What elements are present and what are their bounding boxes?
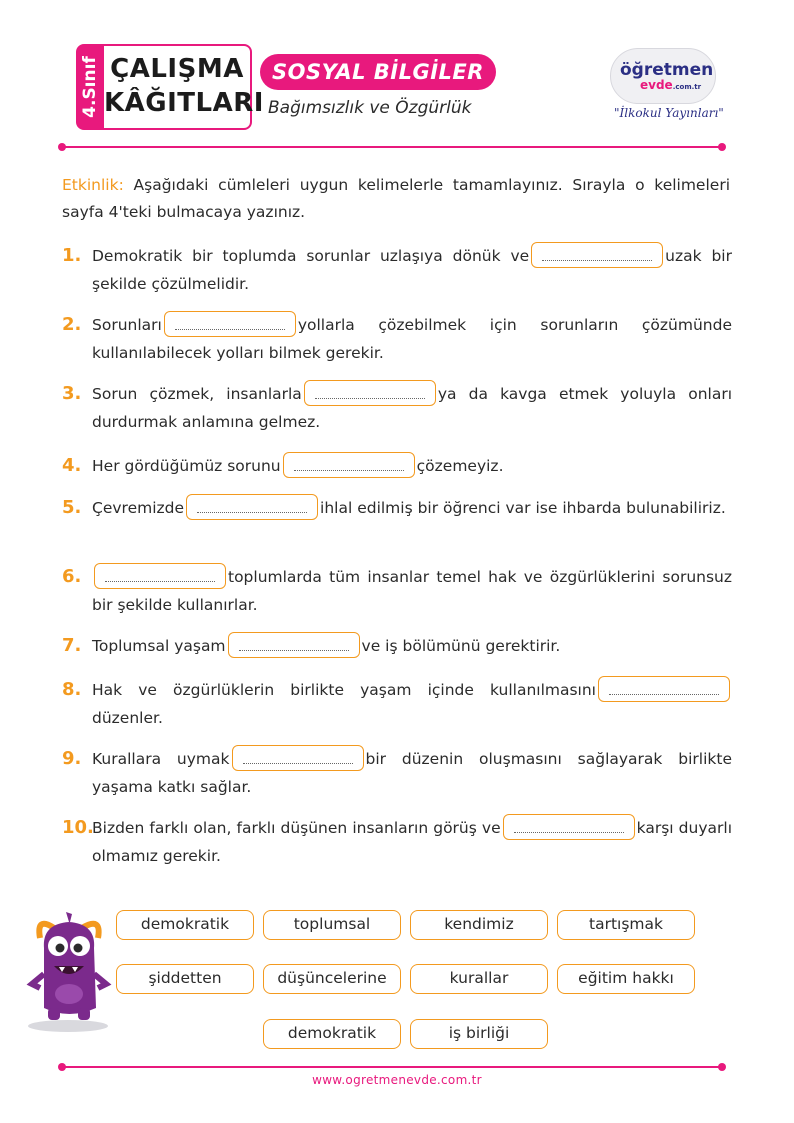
logo-brand-text: öğretmen (620, 60, 714, 80)
question-item (62, 380, 732, 436)
question-text-before: Kurallara uymak (92, 750, 230, 768)
worksheet-title-box (102, 44, 264, 130)
word-bank-item: kendimiz (410, 910, 548, 940)
worksheet-title-line1: ÇALIŞMA (110, 54, 244, 84)
topic-subtitle: Bağımsızlık ve Özgürlük (268, 98, 472, 118)
question-text (92, 380, 732, 436)
publisher-logo[interactable] (600, 44, 726, 130)
page-header (0, 0, 794, 150)
subject-badge: SOSYAL BİLGİLER (260, 54, 496, 90)
question-text-after: ihlal edilmiş bir öğrenci var ise ihbarda bulunabiliriz. (320, 499, 726, 517)
activity-instruction (62, 172, 730, 226)
word-bank-item: toplumsal (263, 910, 401, 940)
question-text-after: düzenler. (92, 709, 163, 727)
question-text (92, 563, 732, 619)
question-number: 1. (62, 245, 82, 266)
question-item (62, 632, 732, 660)
question-text-after: ve iş bölümünü gerektirir. (361, 637, 561, 655)
word-bank-item: tartışmak (557, 910, 695, 940)
question-text (92, 242, 732, 298)
word-bank-item: kurallar (410, 964, 548, 994)
question-item (62, 563, 732, 619)
question-text-before: Sorun çözmek, insanlarla (92, 385, 302, 403)
word-bank-item: iş birliği (410, 1019, 548, 1049)
question-number: 5. (62, 497, 82, 518)
question-text-after: karşı duyarlı olmamız gerekir. (92, 819, 733, 865)
answer-blank[interactable] (186, 494, 318, 520)
question-item (62, 676, 732, 732)
question-text-before: Her gördüğümüz sorunu (92, 457, 281, 475)
question-text (92, 632, 732, 660)
grade-tab (76, 44, 104, 130)
logo-brand-text-2: evde.com.tr (640, 78, 702, 92)
answer-blank[interactable] (228, 632, 360, 658)
answer-blank[interactable] (232, 745, 364, 771)
question-text (92, 494, 732, 522)
footer-divider (62, 1066, 722, 1068)
worksheet-title-line2: KÂĞITLARI (104, 88, 264, 118)
question-text-before: Toplumsal yaşam (92, 637, 226, 655)
answer-blank[interactable] (503, 814, 635, 840)
question-text (92, 676, 732, 732)
word-bank-item: demokratik (263, 1019, 401, 1049)
question-number: 10. (62, 817, 94, 838)
question-item (62, 452, 732, 480)
question-number: 2. (62, 314, 82, 335)
question-text (92, 452, 732, 480)
question-text-after: uzak bir şekilde çözülmelidir. (92, 247, 732, 293)
instruction-text: Aşağıdaki cümleleri uygun kelimelerle tamamlayınız. Sırayla o kelimeleri sayfa 4'teki bulmacaya yazınız. (62, 176, 730, 221)
question-text (92, 814, 732, 870)
question-item (62, 814, 732, 870)
question-item (62, 494, 732, 522)
word-bank-item: demokratik (116, 910, 254, 940)
monster-mascot-illustration (26, 908, 116, 1034)
question-text (92, 745, 732, 801)
word-bank-item: şiddetten (116, 964, 254, 994)
question-number: 7. (62, 635, 82, 656)
word-bank-item: düşüncelerine (263, 964, 401, 994)
question-text (92, 311, 732, 367)
question-item (62, 745, 732, 801)
logo-tagline: "İlkokul Yayınları" (614, 106, 724, 120)
question-item (62, 311, 732, 367)
question-text-after: ya da kavga etmek yoluyla onları durdurmak anlamına gelmez. (92, 385, 732, 431)
word-bank-item: eğitim hakkı (557, 964, 695, 994)
answer-blank[interactable] (164, 311, 296, 337)
answer-blank[interactable] (598, 676, 730, 702)
question-text-before: Çevremizde (92, 499, 185, 517)
question-number: 9. (62, 748, 82, 769)
question-text-before: Sorunları (92, 316, 162, 334)
question-text-after: toplumlarda tüm insanlar temel hak ve özgürlüklerini sorunsuz bir şekilde kullanırlar. (92, 568, 732, 614)
header-divider (62, 146, 722, 148)
question-item (62, 242, 732, 298)
question-text-after: yollarla çözebilmek için sorunların çözümünde kullanılabilecek yolları bilmek gerekir. (92, 316, 732, 362)
question-number: 8. (62, 679, 82, 700)
answer-blank[interactable] (531, 242, 663, 268)
question-number: 6. (62, 566, 82, 587)
question-text-after: çözemeyiz. (416, 457, 504, 475)
answer-blank[interactable] (94, 563, 226, 589)
question-text-before: Hak ve özgürlüklerin birlikte yaşam içinde kullanılmasını (92, 681, 596, 699)
grade-label: 4.Sınıf (80, 56, 100, 118)
question-text-before: Demokratik bir toplumda sorunlar uzlaşıya dönük ve (92, 247, 530, 265)
footer-url[interactable]: www.ogretmenevde.com.tr (312, 1073, 482, 1087)
activity-label: Etkinlik: (62, 176, 124, 194)
answer-blank[interactable] (304, 380, 436, 406)
question-text-after: bir düzenin oluşmasını sağlayarak birlikte yaşama katkı sağlar. (92, 750, 732, 796)
question-text-before: Bizden farklı olan, farklı düşünen insanların görüş ve (92, 819, 501, 837)
answer-blank[interactable] (283, 452, 415, 478)
question-number: 4. (62, 455, 82, 476)
question-number: 3. (62, 383, 82, 404)
